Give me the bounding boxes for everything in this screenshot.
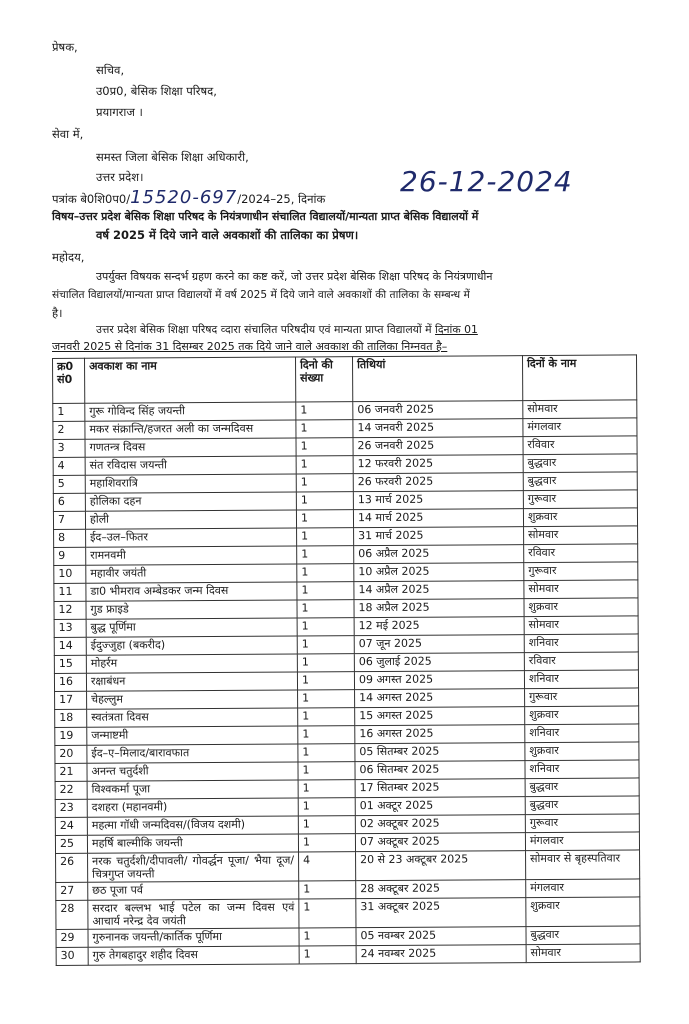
serial-number-cell: 14 (54, 637, 86, 655)
date-cell: 26 फरवरी 2025 (353, 473, 523, 492)
holiday-table (52, 354, 641, 966)
day-count-cell: 1 (296, 456, 353, 474)
day-name-cell: गुरूवार (524, 562, 638, 581)
date-cell: 26 जनवरी 2025 (353, 437, 523, 456)
header-day-names: दिनों के नाम (522, 355, 636, 401)
header-serial-number: क्र0 सं0 (53, 358, 85, 403)
holiday-name-cell: गुरू गोविन्द सिंह जयन्ती (85, 402, 296, 421)
date-cell: 06 जनवरी 2025 (353, 401, 523, 420)
day-count-cell: 1 (298, 744, 355, 762)
sender-label: प्रेषक, (52, 40, 78, 54)
date-cell: 16 अगस्त 2025 (355, 725, 525, 744)
holiday-name-cell: रामनवमी (86, 546, 297, 565)
day-count-cell: 1 (297, 546, 354, 564)
body-para2-line1: उत्तर प्रदेश बेसिक शिक्षा परिषद व्दारा संचालित परिषदीय एवं मान्यता प्राप्त विद्यालयों में दिनांक 01 (96, 323, 478, 336)
day-count-cell: 1 (299, 946, 356, 964)
sender-city: प्रयागराज । (96, 105, 143, 119)
day-name-cell: बुद्धवार (525, 796, 639, 815)
date-cell: 01 अक्टूर 2025 (355, 797, 525, 816)
serial-number-cell: 19 (55, 727, 87, 745)
date-cell: 15 अगस्त 2025 (355, 707, 525, 726)
date-cell: 20 से 23 अक्टूबर 2025 (356, 851, 526, 881)
holiday-name-cell: विश्वकर्मा पूजा (87, 780, 298, 799)
holiday-name-cell: ईद–उल–फितर (86, 528, 297, 547)
day-name-cell: शनिवार (525, 724, 639, 743)
serial-number-cell: 21 (55, 763, 87, 781)
handwritten-date: 26-12-2024 (400, 165, 573, 198)
day-count-cell: 1 (297, 582, 354, 600)
date-cell: 14 जनवरी 2025 (353, 419, 523, 438)
day-count-cell: 1 (296, 474, 353, 492)
reference-line (52, 187, 326, 208)
subject-line-2: वर्ष 2025 में दिये जाने वाले अवकाशों की तालिका का प्रेषण। (96, 228, 359, 242)
holiday-name-cell: महत्मा गॉधी जन्मदिवस/(विजय दशमी) (87, 816, 298, 835)
day-count-cell: 1 (296, 492, 353, 510)
date-cell: 05 सितम्बर 2025 (355, 743, 525, 762)
day-name-cell: सोमवार (524, 526, 638, 545)
day-name-cell: शुक्रवार (523, 508, 637, 527)
day-count-cell: 1 (298, 762, 355, 780)
holiday-name-cell: महर्षि बाल्मीकि जयन्ती (87, 834, 298, 853)
serial-number-cell: 27 (56, 882, 88, 900)
date-cell: 10 अप्रैल 2025 (354, 563, 524, 582)
serial-number-cell: 10 (54, 565, 86, 583)
serial-number-cell: 7 (53, 511, 85, 529)
day-name-cell: शनिवार (524, 634, 638, 653)
date-cell: 17 सितम्बर 2025 (355, 779, 525, 798)
serial-number-cell: 1 (53, 403, 85, 421)
serial-number-cell: 24 (55, 817, 87, 835)
holiday-name-cell: छठ पूजा पर्व (88, 881, 299, 900)
holiday-name-cell: चेहल्लुम (87, 690, 298, 709)
holiday-name-cell: महाशिवरात्रि (85, 474, 296, 493)
day-name-cell: रविवार (524, 652, 638, 671)
recipient-label: सेवा में, (52, 127, 84, 141)
holiday-name-cell: डा0 भीमराव अम्बेडकर जन्म दिवस (86, 582, 297, 601)
holiday-name-cell: स्वतंत्रता दिवस (87, 708, 298, 727)
date-cell: 28 अक्टूबर 2025 (356, 880, 526, 899)
holiday-name-cell: ईदुज्जुहा (बकरीद) (86, 636, 297, 655)
day-name-cell: मंगलवार (525, 832, 639, 851)
serial-number-cell: 23 (55, 799, 87, 817)
serial-number-cell: 25 (55, 835, 87, 853)
day-count-cell: 1 (297, 636, 354, 654)
serial-number-cell: 9 (54, 547, 86, 565)
day-name-cell: मंगलवार (526, 879, 640, 898)
sender-designation: सचिव, (96, 63, 125, 77)
day-count-cell: 1 (298, 834, 355, 852)
table-header-row (53, 355, 637, 404)
day-name-cell: रविवार (524, 544, 638, 563)
holiday-name-cell: ईद–ए–मिलाद/बारावफात (87, 744, 298, 763)
serial-number-cell: 18 (55, 709, 87, 727)
date-cell: 13 मार्च 2025 (353, 491, 523, 510)
table-row (56, 897, 640, 930)
day-count-cell: 1 (298, 708, 355, 726)
holiday-name-cell: गुरुनानक जयन्ती/कार्तिक पूर्णिमा (88, 928, 299, 947)
day-count-cell: 1 (298, 798, 355, 816)
serial-number-cell: 16 (54, 673, 86, 691)
serial-number-cell: 6 (53, 493, 85, 511)
body-para1-line1: उपर्युक्त विषयक सन्दर्भ ग्रहण करने का कष्ट करें, जो उत्तर प्रदेश बेसिक शिक्षा परिषद के नियंत्रणाधीन (96, 270, 493, 283)
serial-number-cell: 29 (56, 929, 88, 947)
serial-number-cell: 4 (53, 457, 85, 475)
header-dates: तिथियां (352, 356, 522, 402)
sender-office: उ0प्र0, बेसिक शिक्षा परिषद, (96, 84, 217, 98)
day-name-cell: गुरूवार (525, 688, 639, 707)
date-cell: 07 अक्टूबर 2025 (355, 833, 525, 852)
serial-number-cell: 8 (54, 529, 86, 547)
day-count-cell: 1 (297, 564, 354, 582)
date-cell: 14 मार्च 2025 (353, 509, 523, 528)
day-count-cell: 1 (298, 816, 355, 834)
holiday-name-cell: जन्माष्टमी (87, 726, 298, 745)
body-para1-line3: है। (52, 306, 63, 320)
table-row (56, 944, 640, 966)
serial-number-cell: 28 (56, 900, 88, 929)
date-cell: 31 मार्च 2025 (354, 527, 524, 546)
date-cell: 06 जुलाई 2025 (354, 653, 524, 672)
day-count-cell: 1 (299, 928, 356, 946)
body-para2-line2: जनवरी 2025 से दिनांक 31 दिसम्बर 2025 तक दिये जाने वाले अवकाश की तालिका निम्नवत है– (52, 340, 448, 353)
body-para1-line2: संचालित विद्यालयों/मान्यता प्राप्त विद्यालयों में वर्ष 2025 में दिये जाने वाले अवकाशों की तालिका के सम्बन्ध में (52, 289, 470, 301)
serial-number-cell: 17 (55, 691, 87, 709)
recipient-designation: समस्त जिला बेसिक शिक्षा अधिकारी, (96, 150, 249, 164)
date-cell: 06 सितम्बर 2025 (355, 761, 525, 780)
serial-number-cell: 15 (54, 655, 86, 673)
day-count-cell: 1 (297, 528, 354, 546)
day-name-cell: सोमवार (524, 616, 638, 635)
holiday-name-cell: रक्षाबंधन (86, 672, 297, 691)
day-count-cell: 4 (299, 852, 356, 881)
day-count-cell: 1 (297, 654, 354, 672)
day-count-cell: 1 (296, 438, 353, 456)
date-cell: 14 अप्रैल 2025 (354, 581, 524, 600)
day-name-cell: सोमवार (526, 944, 640, 963)
holiday-name-cell: होलिका दहन (85, 492, 296, 511)
day-name-cell: सोमवार (523, 400, 637, 419)
serial-number-cell: 5 (53, 475, 85, 493)
day-count-cell: 1 (299, 881, 356, 899)
header-holiday-name: अवकाश का नाम (85, 357, 296, 403)
day-name-cell: गुरूवार (523, 490, 637, 509)
salutation: महोदय, (52, 250, 85, 264)
holiday-name-cell: गणतन्त्र दिवस (85, 438, 296, 457)
handwritten-letter-number: 15520-697 (130, 187, 238, 208)
holiday-name-cell: मकर संक्रान्ति/हजरत अली का जन्मदिवस (85, 420, 296, 439)
day-name-cell: शुक्रवार (524, 598, 638, 617)
date-cell: 12 मई 2025 (354, 617, 524, 636)
holiday-name-cell: बुद्ध पूर्णिमा (86, 618, 297, 637)
day-name-cell: रविवार (523, 436, 637, 455)
holiday-name-cell: नरक चतुर्दशी/दीपावली/ गोवर्द्धन पूजा/ भैया दूज/चित्रगुप्त जयन्ती (88, 852, 299, 882)
holiday-name-cell: अनन्त चतुर्दशी (87, 762, 298, 781)
holiday-name-cell: गुड फ्राइडे (86, 600, 297, 619)
day-count-cell: 1 (297, 600, 354, 618)
holiday-name-cell: गुरु तेगबहादुर शहीद दिवस (88, 946, 299, 965)
holiday-name-cell: मोहर्रम (86, 654, 297, 673)
day-count-cell: 1 (298, 690, 355, 708)
serial-number-cell: 2 (53, 421, 85, 439)
day-count-cell: 1 (296, 402, 353, 420)
holiday-name-cell: होली (85, 510, 296, 529)
holiday-name-cell: महावीर जयंती (86, 564, 297, 583)
day-name-cell: बुद्धवार (526, 926, 640, 945)
date-label: दिनांक (298, 192, 326, 206)
reference-prefix: पत्रांक बे0शि0प0/ (52, 192, 131, 206)
date-cell: 05 नवम्बर 2025 (356, 927, 526, 946)
date-cell: 14 अगस्त 2025 (355, 689, 525, 708)
day-name-cell: बुद्धवार (523, 472, 637, 491)
reference-suffix: /2024–25, (237, 192, 295, 206)
day-name-cell: सोमवार (524, 580, 638, 599)
serial-number-cell: 13 (54, 619, 86, 637)
day-name-cell: मंगलवार (523, 418, 637, 437)
day-count-cell: 1 (296, 510, 353, 528)
day-count-cell: 1 (298, 780, 355, 798)
day-count-cell: 1 (299, 899, 356, 928)
day-name-cell: शुक्रवार (525, 706, 639, 725)
day-name-cell: बुद्धवार (523, 454, 637, 473)
day-name-cell: सोमवार से बृहस्पतिवार (526, 850, 640, 880)
serial-number-cell: 30 (56, 947, 88, 965)
recipient-state: उत्तर प्रदेश। (96, 170, 144, 184)
holiday-name-cell: संत रविदास जयन्ती (85, 456, 296, 475)
date-cell: 06 अप्रैल 2025 (354, 545, 524, 564)
day-name-cell: गुरूवार (525, 814, 639, 833)
day-count-cell: 1 (297, 618, 354, 636)
serial-number-cell: 26 (56, 853, 88, 882)
subject-line-1: विषय–उत्तर प्रदेश बेसिक शिक्षा परिषद के नियंत्रणाधीन संचालित विद्यालयों/मान्यता प्राप्त बेसिक विद्यालयों में (52, 210, 479, 223)
date-cell: 12 फरवरी 2025 (353, 455, 523, 474)
serial-number-cell: 22 (55, 781, 87, 799)
day-count-cell: 1 (298, 726, 355, 744)
date-cell: 24 नवम्बर 2025 (356, 945, 526, 964)
date-cell: 09 अगस्त 2025 (354, 671, 524, 690)
serial-number-cell: 20 (55, 745, 87, 763)
serial-number-cell: 11 (54, 583, 86, 601)
day-count-cell: 1 (297, 672, 354, 690)
day-name-cell: शुक्रवार (526, 897, 640, 927)
date-cell: 07 जून 2025 (354, 635, 524, 654)
table-row (56, 850, 640, 883)
date-cell: 31 अक्टूबर 2025 (356, 898, 526, 928)
header-day-count: दिनो की संख्या (295, 357, 352, 402)
date-cell: 02 अक्टूबर 2025 (355, 815, 525, 834)
date-range-start: दिनांक 01 (435, 323, 478, 336)
day-name-cell: शनिवार (524, 670, 638, 689)
day-name-cell: बुद्धवार (525, 778, 639, 797)
holiday-name-cell: सरदार बल्लभ भाई पटेल का जन्म दिवस एवं आचार्य नरेन्द्र देव जयंती (88, 899, 299, 929)
day-name-cell: शनिवार (525, 760, 639, 779)
holiday-name-cell: दशहरा (महानवमी) (87, 798, 298, 817)
day-name-cell: शुक्रवार (525, 742, 639, 761)
day-count-cell: 1 (296, 420, 353, 438)
serial-number-cell: 12 (54, 601, 86, 619)
date-cell: 18 अप्रैल 2025 (354, 599, 524, 618)
serial-number-cell: 3 (53, 439, 85, 457)
